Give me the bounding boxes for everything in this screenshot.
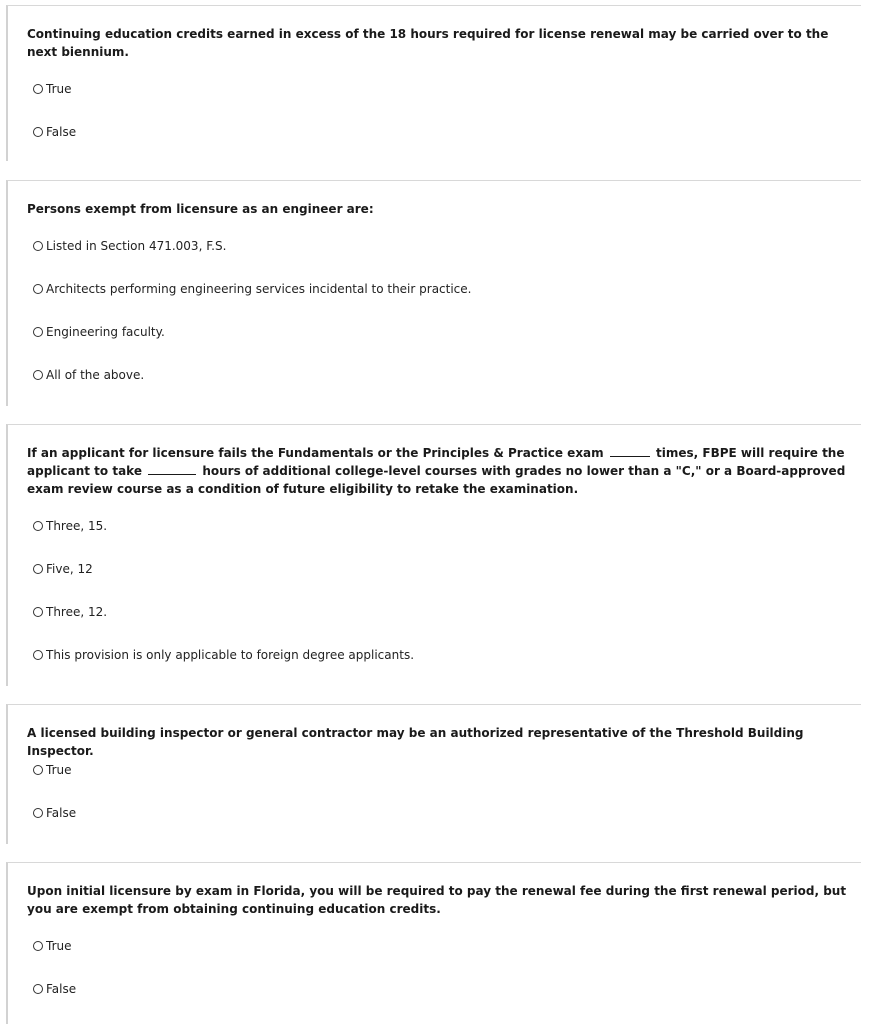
question-text-part: times, FBPE will require the applicant to take: [27, 446, 845, 478]
option-label: False: [46, 982, 77, 996]
answer-option-false[interactable]: [33, 124, 76, 140]
question-text-part: hours of additional college-level courses with grades no lower than a "C," or a Board-approved exam review course as a condition of future eligibility to retake the examination.: [27, 464, 846, 496]
answer-option-false[interactable]: [33, 805, 76, 821]
question-card-5: [6, 862, 861, 1024]
option-label: False: [46, 125, 77, 139]
radio-button[interactable]: [33, 370, 43, 380]
radio-button[interactable]: [33, 521, 43, 531]
answer-option-true[interactable]: [33, 762, 72, 778]
question-card-3: [6, 424, 861, 686]
answer-option-c[interactable]: [33, 604, 107, 620]
answer-option-a[interactable]: [33, 518, 107, 534]
answer-option-b[interactable]: [33, 561, 93, 577]
radio-button[interactable]: [33, 808, 43, 818]
answer-option-b[interactable]: [33, 281, 471, 297]
radio-button[interactable]: [33, 984, 43, 994]
question-text-part: If an applicant for licensure fails the Fundamentals or the Principles & Practice exam: [27, 446, 604, 460]
option-label: Engineering faculty.: [46, 325, 165, 339]
question-card-1: [6, 5, 861, 161]
question-text: [27, 444, 859, 498]
answer-option-d[interactable]: [33, 367, 144, 383]
radio-button[interactable]: [33, 765, 43, 775]
answer-option-c[interactable]: [33, 324, 165, 340]
radio-button[interactable]: [33, 564, 43, 574]
question-card-4: [6, 704, 861, 844]
answer-option-a[interactable]: [33, 238, 226, 254]
option-label: True: [46, 82, 72, 96]
answer-option-d[interactable]: [33, 647, 414, 663]
radio-button[interactable]: [33, 241, 43, 251]
option-label: Architects performing engineering services incidental to their practice.: [46, 282, 472, 296]
answer-option-true[interactable]: [33, 938, 72, 954]
option-label: False: [46, 806, 77, 820]
question-card-2: [6, 180, 861, 406]
radio-button[interactable]: [33, 607, 43, 617]
option-label: Listed in Section 471.003, F.S.: [46, 239, 227, 253]
option-label: Three, 15.: [46, 519, 108, 533]
option-label: Five, 12: [46, 562, 93, 576]
question-text: Persons exempt from licensure as an engineer are:: [27, 202, 374, 216]
radio-button[interactable]: [33, 941, 43, 951]
fill-in-blank: [610, 444, 650, 457]
option-label: True: [46, 763, 72, 777]
option-label: All of the above.: [46, 368, 145, 382]
radio-button[interactable]: [33, 127, 43, 137]
option-label: True: [46, 939, 72, 953]
option-label: This provision is only applicable to foreign degree applicants.: [46, 648, 415, 662]
answer-option-true[interactable]: [33, 81, 72, 97]
fill-in-blank: [148, 462, 196, 475]
radio-button[interactable]: [33, 327, 43, 337]
option-label: Three, 12.: [46, 605, 108, 619]
radio-button[interactable]: [33, 284, 43, 294]
question-text: A licensed building inspector or general contractor may be an authorized representative of the Threshold Building Inspector.: [27, 726, 804, 758]
question-text: Continuing education credits earned in excess of the 18 hours required for license renewal may be carried over to the next biennium.: [27, 27, 829, 59]
radio-button[interactable]: [33, 84, 43, 94]
question-text: Upon initial licensure by exam in Florida, you will be required to pay the renewal fee during the first renewal period, but you are exempt from obtaining continuing education credits.: [27, 884, 847, 916]
answer-option-false[interactable]: [33, 981, 76, 997]
radio-button[interactable]: [33, 650, 43, 660]
